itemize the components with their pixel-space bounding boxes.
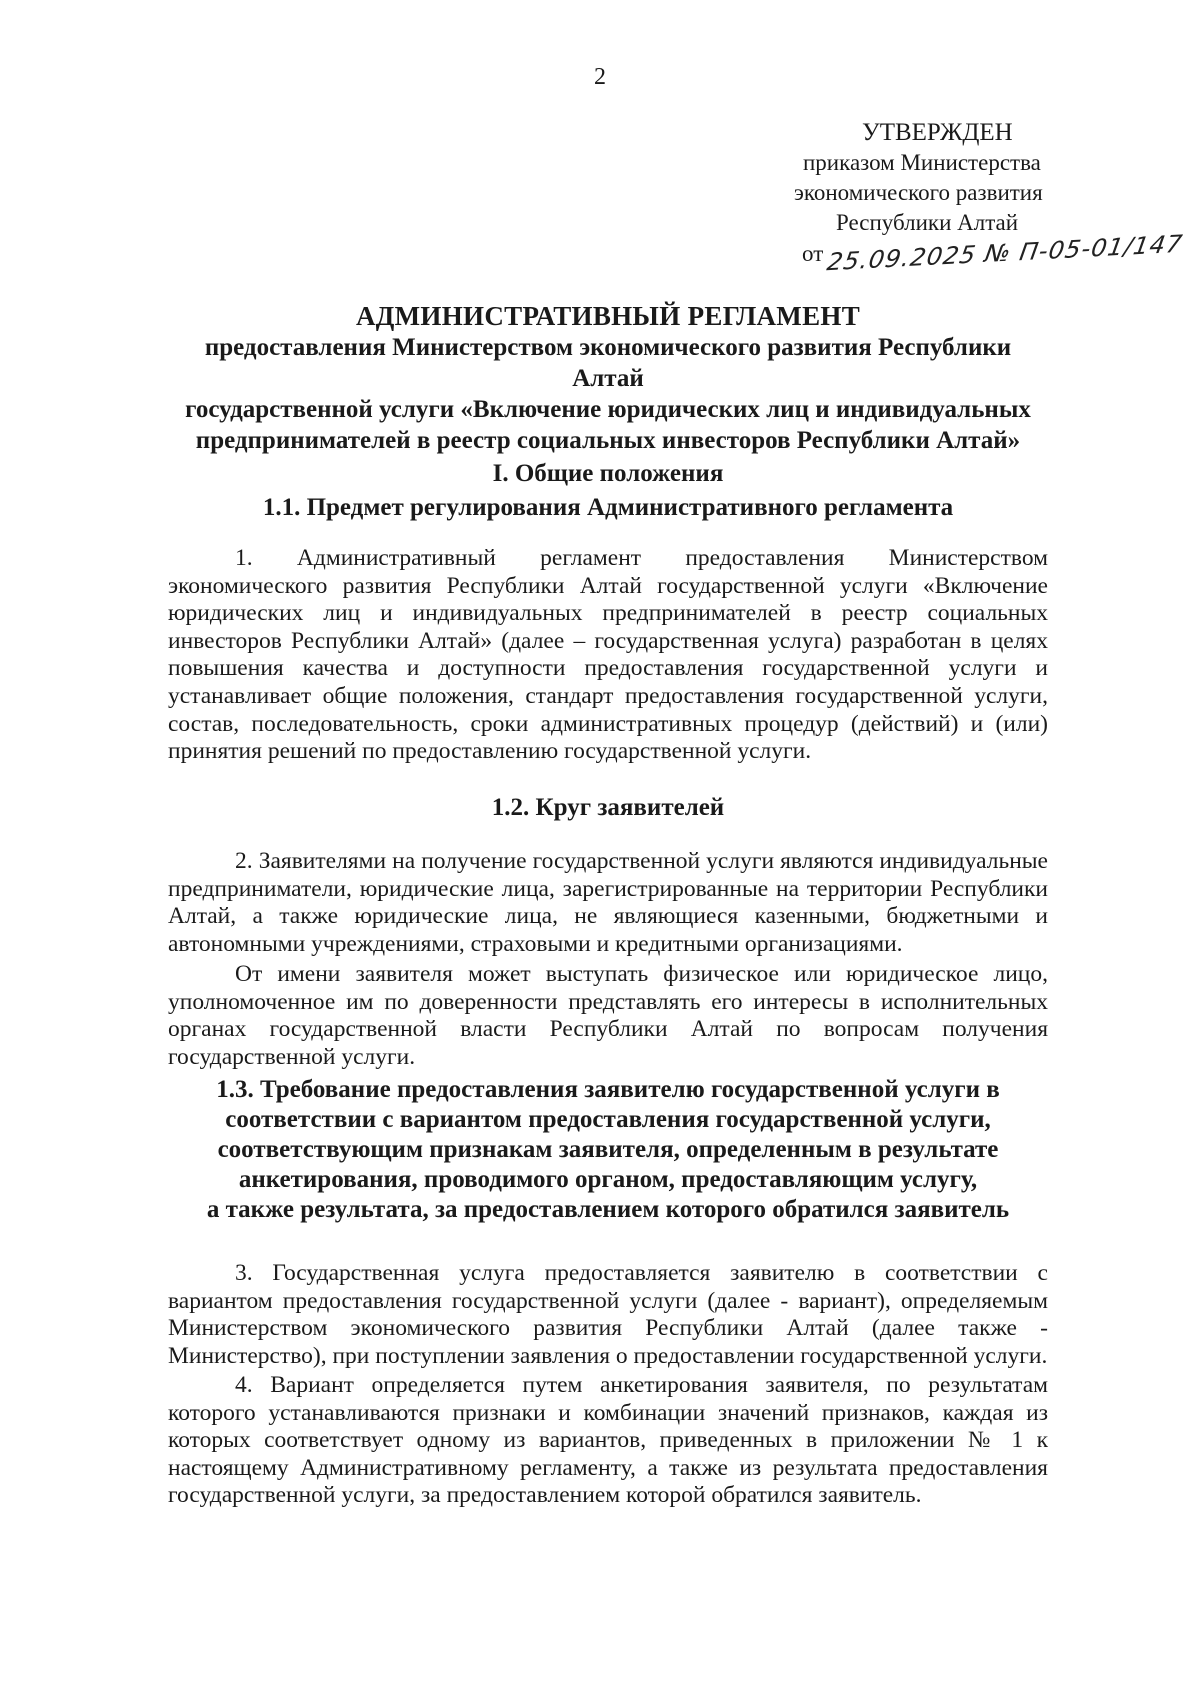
document-title <box>168 300 1048 456</box>
paragraph-2b-text: От имени заявителя может выступать физическое или юридическое лицо, уполномоченное им по доверенности представлять его интересы в исполнительных органах государственной власти Республики Алтай по вопросам получения государственной услуги. <box>168 961 1048 1070</box>
section-1-3 <box>168 1075 1048 1225</box>
title-subtitle-1: предоставления Министерством экономического развития Республики Алтай <box>204 334 1012 392</box>
approval-line-1: приказом Министерства <box>803 150 1041 175</box>
paragraph-4 <box>168 1372 1048 1510</box>
section-1-3-heading-line-2: соответствии с вариантом предоставления государственной услуги, <box>225 1106 991 1133</box>
section-1 <box>168 458 1048 489</box>
title-subtitle-2: государственной услуги «Включение юридических лиц и индивидуальных <box>185 396 1031 423</box>
section-1-3-heading-line-4: анкетирования, проводимого органом, предоставляющим услугу, <box>238 1166 978 1193</box>
section-1-3-heading-line-1: 1.3. Требование предоставления заявителю государственной услуги в <box>216 1076 1000 1103</box>
section-1-3-heading-line-3: соответствующим признакам заявителя, определенным в результате <box>217 1136 999 1163</box>
section-1-heading: I. Общие положения <box>492 460 724 487</box>
approval-heading: УТВЕРЖДЕН <box>862 119 1013 146</box>
paragraph-1-text: 1. Административный регламент предоставления Министерством экономического развития Республики Алтай государственной услуги «Включение юридических лиц и индивидуальных предпринимателей в реестр социальных инвесторов Республики Алтай» (далее – государственная услуга) разработан в целях повышения качества и доступности предоставления государственной услуги и устанавливает общие положения, стандарт предоставления государственной услуги, состав, последовательность, сроки административных процедур (действий) и (или) принятия решений по предоставлению государственной услуги. <box>168 545 1048 765</box>
approval-date-line <box>760 229 1185 277</box>
section-1-2-heading: 1.2. Круг заявителей <box>491 794 725 821</box>
approval-line-3: Республики Алтай <box>836 210 1019 235</box>
page-number: 2 <box>594 64 606 90</box>
paragraph-3 <box>168 1260 1048 1370</box>
section-1-3-heading-line-5: а также результата, за предоставлением которого обратился заявитель <box>206 1196 1010 1223</box>
section-1-1-heading: 1.1. Предмет регулирования Административного регламента <box>262 494 954 521</box>
handwritten-date-number: 25.09.2025 № П-05-01/147 <box>825 229 1185 277</box>
paragraph-3-text: 3. Государственная услуга предоставляется заявителю в соответствии с вариантом предоставления государственной услуги (далее - вариант), определяемым Министерством экономического развития Республики Алтай (далее также - Министерство), при поступлении заявления о предоставлении государственной услуги. <box>168 1260 1048 1369</box>
paragraph-2b <box>168 961 1048 1071</box>
paragraph-1 <box>168 545 1048 766</box>
approval-line-2: экономического развития <box>794 180 1043 205</box>
approval-stamp <box>760 118 1185 277</box>
title-subtitle-3: предпринимателей в реестр социальных инвесторов Республики Алтай» <box>195 427 1021 454</box>
paragraph-2 <box>168 848 1048 958</box>
paragraph-4-text: 4. Вариант определяется путем анкетирования заявителя, по результатам которого устанавливаются признаки и комбинации значений признаков, каждая из которых соответствует одному из вариантов, приведенных в приложении № 1 к настоящему Административному регламенту, а также из результата предоставления государственной услуги, за предоставлением которой обратился заявитель. <box>168 1372 1048 1509</box>
section-1-2 <box>168 792 1048 823</box>
section-1-1 <box>168 492 1048 523</box>
paragraph-2-text: 2. Заявителями на получение государственной услуги являются индивидуальные предприниматели, юридические лица, зарегистрированные на территории Республики Алтай, а также юридические лица, не являющиеся казенными, бюджетными и автономными учреждениями, страховыми и кредитными организациями. <box>168 848 1048 957</box>
date-prefix: от <box>802 241 824 266</box>
title-main: АДМИНИСТРАТИВНЫЙ РЕГЛАМЕНТ <box>355 301 861 331</box>
